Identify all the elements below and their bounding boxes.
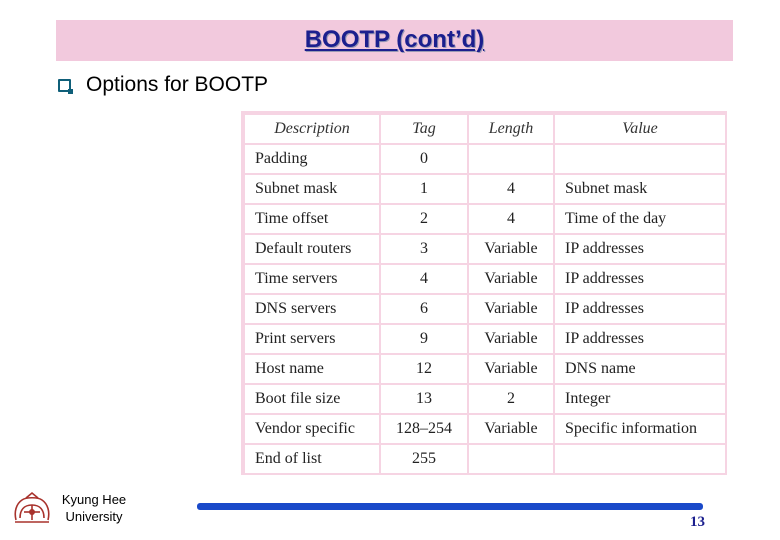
cell-length: Variable <box>469 295 553 323</box>
header-length: Length <box>469 115 553 143</box>
cell-value <box>555 145 725 173</box>
cell-tag: 128–254 <box>381 415 467 443</box>
header-value: Value <box>555 115 725 143</box>
slide-title: BOOTP (cont’d) <box>304 26 485 53</box>
cell-length: Variable <box>469 325 553 353</box>
table-header-row <box>245 115 725 143</box>
cell-value: IP addresses <box>555 325 725 353</box>
cell-value: Time of the day <box>555 205 725 233</box>
footer-divider-bar <box>197 503 703 510</box>
cell-description: Subnet mask <box>245 175 379 203</box>
title-bar <box>56 20 733 61</box>
table-row <box>245 235 725 263</box>
options-table-frame <box>241 111 727 475</box>
header-tag: Tag <box>381 115 467 143</box>
cell-description: Print servers <box>245 325 379 353</box>
page-number: 13 <box>690 514 705 530</box>
cell-value <box>555 445 725 473</box>
cell-length: Variable <box>469 355 553 383</box>
university-line2: University <box>65 509 123 524</box>
cell-tag: 255 <box>381 445 467 473</box>
cell-description: Vendor specific <box>245 415 379 443</box>
university-name <box>54 491 134 525</box>
cell-tag: 2 <box>381 205 467 233</box>
cell-tag: 3 <box>381 235 467 263</box>
cell-length: Variable <box>469 235 553 263</box>
table-row <box>245 175 725 203</box>
cell-value: Subnet mask <box>555 175 725 203</box>
bootp-options-table <box>243 113 727 475</box>
bullet-point <box>58 72 268 98</box>
cell-description: Padding <box>245 145 379 173</box>
cell-tag: 0 <box>381 145 467 173</box>
cell-value: IP addresses <box>555 265 725 293</box>
cell-length: 4 <box>469 175 553 203</box>
cell-length: Variable <box>469 415 553 443</box>
cell-length <box>469 445 553 473</box>
cell-description: DNS servers <box>245 295 379 323</box>
bullet-text: Options for BOOTP <box>86 73 269 96</box>
cell-length: 4 <box>469 205 553 233</box>
cell-length <box>469 145 553 173</box>
cell-tag: 13 <box>381 385 467 413</box>
cell-tag: 6 <box>381 295 467 323</box>
cell-value: Specific information <box>555 415 725 443</box>
cell-tag: 12 <box>381 355 467 383</box>
cell-description: Time servers <box>245 265 379 293</box>
cell-description: Default routers <box>245 235 379 263</box>
table-row <box>245 385 725 413</box>
university-line1: Kyung Hee <box>61 492 127 507</box>
table-row <box>245 445 725 473</box>
table-row <box>245 325 725 353</box>
header-description: Description <box>245 115 379 143</box>
table-row <box>245 295 725 323</box>
table-row <box>245 145 725 173</box>
cell-value: Integer <box>555 385 725 413</box>
table-row <box>245 205 725 233</box>
cell-value: IP addresses <box>555 235 725 263</box>
table-row <box>245 355 725 383</box>
cell-description: Host name <box>245 355 379 383</box>
cell-tag: 1 <box>381 175 467 203</box>
cell-tag: 4 <box>381 265 467 293</box>
table-row <box>245 415 725 443</box>
university-seal-icon <box>12 490 52 526</box>
cell-description: Time offset <box>245 205 379 233</box>
cell-description: Boot file size <box>245 385 379 413</box>
cell-description: End of list <box>245 445 379 473</box>
cell-length: Variable <box>469 265 553 293</box>
cell-value: DNS name <box>555 355 725 383</box>
cell-value: IP addresses <box>555 295 725 323</box>
cell-tag: 9 <box>381 325 467 353</box>
checkbox-bullet-icon <box>58 79 71 92</box>
table-row <box>245 265 725 293</box>
cell-length: 2 <box>469 385 553 413</box>
